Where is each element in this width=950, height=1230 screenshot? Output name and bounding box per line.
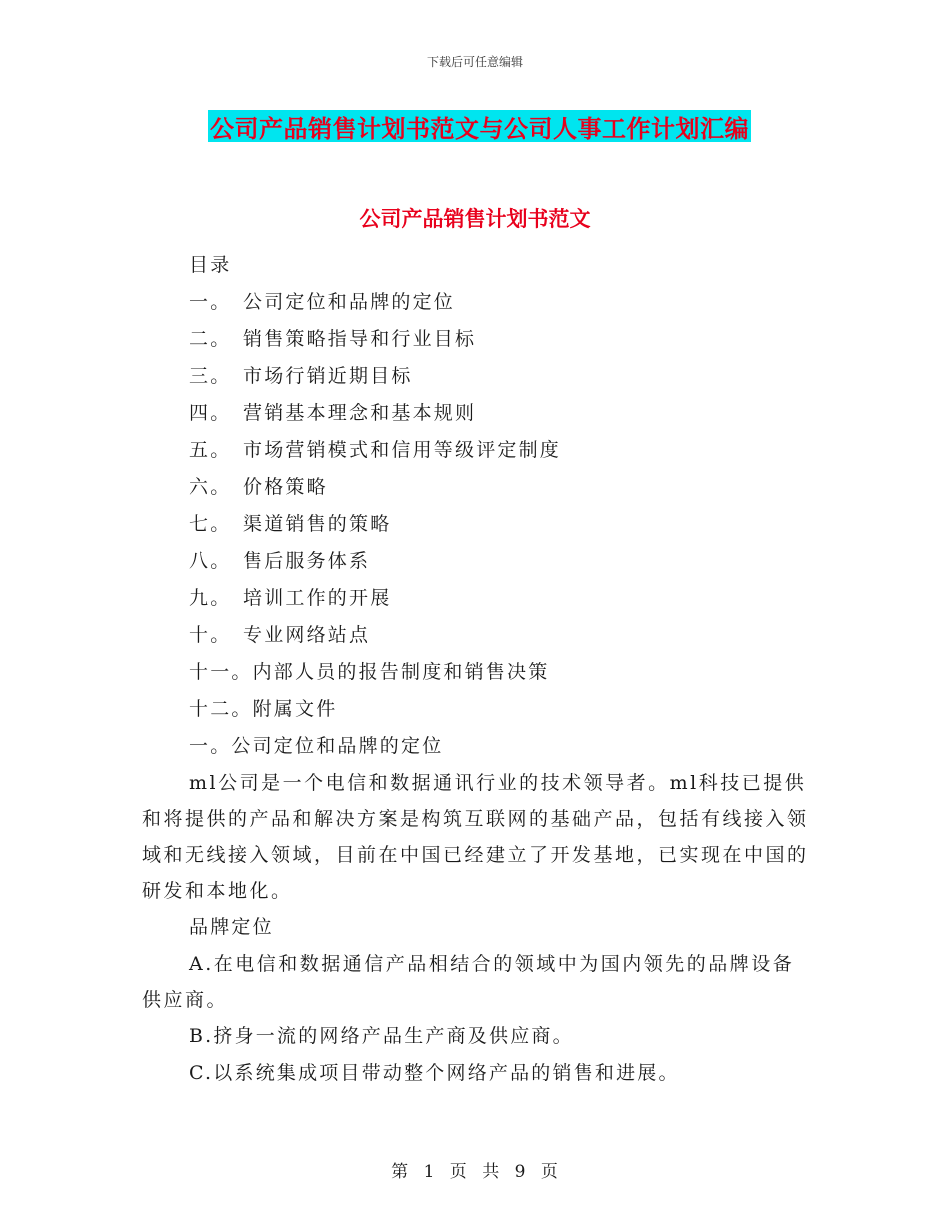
footer-suffix: 页 (540, 1162, 559, 1182)
toc-item-number: 三。 (189, 365, 232, 387)
toc-item-text: 市场营销模式和信用等级评定制度 (243, 439, 562, 461)
company-paragraph: ml公司是一个电信和数据通讯行业的技术领导者。ml科技已提供和将提供的产品和解决方案是构筑互联网的基础产品，包括有线接入领域和无线接入领域，目前在中国已经建立了开发基地，已实现在中国的研发和本地化。 (142, 772, 809, 902)
toc-item: 十二。附属文件 (189, 698, 338, 720)
toc-heading: 目录 (189, 254, 232, 276)
toc-item-text: 价格策略 (243, 476, 328, 498)
toc-item (142, 469, 810, 506)
toc-item-number: 九。 (189, 587, 232, 609)
document-body (142, 247, 810, 1092)
toc-item-number: 一。 (189, 291, 232, 313)
toc-item: 十一。内部人员的报告制度和销售决策 (189, 661, 550, 683)
brand-item-c: C.以系统集成项目带动整个网络产品的销售和进展。 (189, 1062, 680, 1084)
toc-item-text: 市场行销近期目标 (243, 365, 413, 387)
toc-item (142, 617, 810, 654)
toc-item (142, 321, 810, 358)
main-title: 公司产品销售计划书范文与公司人事工作计划汇编 (210, 114, 749, 143)
toc-item-text: 销售策略指导和行业目标 (243, 328, 477, 350)
toc-item-text: 专业网络站点 (243, 624, 371, 646)
toc-item-text: 营销基本理念和基本规则 (243, 402, 477, 424)
page-footer (0, 1157, 950, 1182)
toc-item-text: 渠道销售的策略 (243, 513, 392, 535)
toc-item-number: 四。 (189, 402, 232, 424)
brand-item-a: A.在电信和数据通信产品相结合的领域中为国内领先的品牌设备供应商。 (142, 953, 795, 1011)
sub-title: 公司产品销售计划书范文 (359, 207, 591, 231)
toc-item (142, 543, 810, 580)
footer-page-word: 页 (449, 1162, 468, 1182)
toc-item-number: 八。 (189, 550, 232, 572)
toc-item (142, 284, 810, 321)
toc-item-text: 培训工作的开展 (243, 587, 392, 609)
toc-item (142, 432, 810, 469)
toc-item (142, 358, 810, 395)
toc-item-number: 六。 (189, 476, 232, 498)
main-title-highlight (208, 110, 751, 142)
footer-prefix: 第 (391, 1162, 410, 1182)
toc-item-number: 十。 (189, 624, 232, 646)
toc-item (142, 395, 810, 432)
footer-total-word: 共 (482, 1162, 501, 1182)
toc-item-number: 二。 (189, 328, 232, 350)
brand-heading: 品牌定位 (189, 916, 274, 938)
brand-item-b: B.挤身一流的网络产品生产商及供应商。 (189, 1025, 574, 1047)
toc-item-text: 售后服务体系 (243, 550, 371, 572)
toc-item-text: 公司定位和品牌的定位 (243, 291, 456, 313)
toc-item (142, 506, 810, 543)
section-heading: 一。公司定位和品牌的定位 (189, 735, 444, 757)
toc-item-number: 五。 (189, 439, 232, 461)
current-page-number: 1 (423, 1162, 436, 1182)
total-page-count: 9 (514, 1162, 527, 1182)
toc-item (142, 580, 810, 617)
header-note: 下载后可任意编辑 (426, 55, 523, 69)
toc-item-number: 七。 (189, 513, 232, 535)
